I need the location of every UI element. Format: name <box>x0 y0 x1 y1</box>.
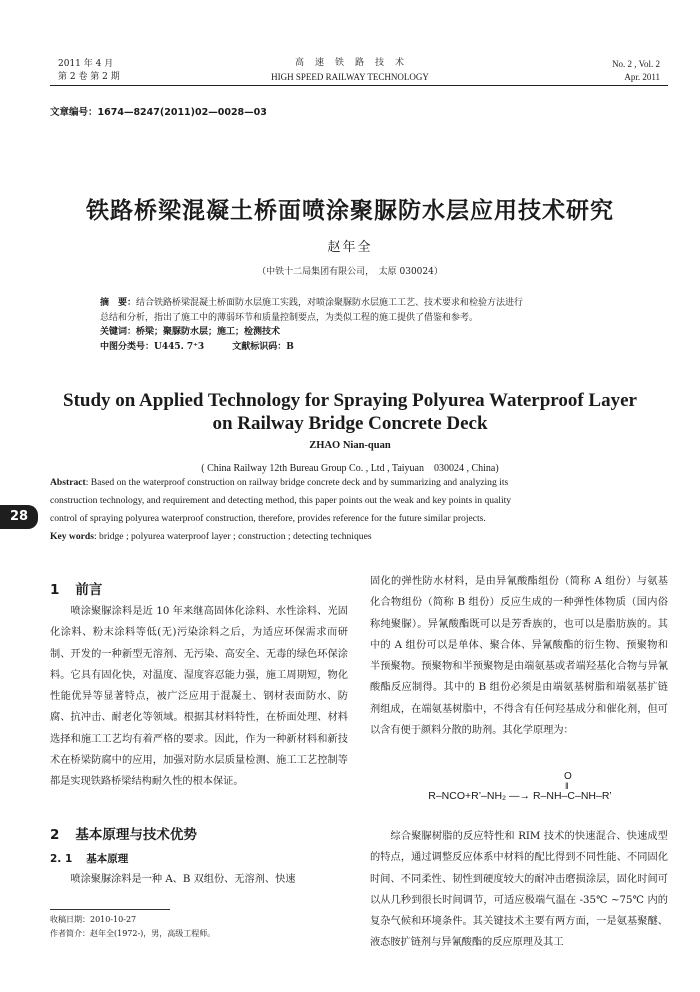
chinese-abstract <box>100 296 620 354</box>
header-journal-en: HIGH SPEED RAILWAY TECHNOLOGY <box>271 72 429 82</box>
section-1-body <box>50 601 348 793</box>
chemical-formula: R–NCO+R’–NH₂ —→ R–NH–C–NH–R’ <box>428 790 612 802</box>
chinese-abstract-line-1: 结合铁路桥梁混凝土桥面防水层施工实践，对喷涂聚脲防水层施工工艺、技术要求和检验方法进行 <box>136 298 524 308</box>
chinese-abstract-line-2: 总结和分析，指出了施工中的薄弱环节和质量控制要点，为类似工程的施工提供了借鉴和参考。 <box>100 312 479 323</box>
right-paragraph-2: 综合聚脲树脂的反应特性和 RIM 技术的快速混合、快速成型的特点，通过调整反应体系中材料的配比得到不同性能、不同固化时间、不同柔性、韧性到硬度较大的耐冲击磨损涂层，固化时间可以从几秒到很长时间调节，可适应极端气温在 -35℃ ~75℃ 内的复杂气候和环境条件。其关键技术主要有两方面，一是氨基聚醚、液态胺扩链剂与异氰酸酯的反应原理及其工 <box>370 831 668 949</box>
chinese-keywords: 关键词：桥梁；聚脲防水层；施工；检测技术 <box>100 327 281 337</box>
header-number: No. 2 , Vol. 2 <box>612 59 660 69</box>
page-number-tab: 28 <box>0 505 38 529</box>
chinese-affiliation: （中铁十二局集团有限公司， 太原 030024） <box>257 267 443 277</box>
section-1-heading <box>50 578 102 598</box>
formula-double-bond: ‖ <box>565 781 569 791</box>
chinese-author: 赵年全 <box>327 240 373 255</box>
section-2-1-body <box>50 869 348 890</box>
footnote-rule <box>50 909 170 910</box>
section-2-number: 2 <box>50 827 60 843</box>
english-abstract-line-1: : Based on the waterproof construction on railway bridge concrete deck and by summarizing and analyzing its <box>85 477 509 488</box>
formula-carbonyl-oxygen: O <box>564 771 572 782</box>
english-abstract-line-3: control of spraying polyurea waterproof construction, therefore, provides reference for the future similar projects. <box>50 513 486 524</box>
section-2-1-paragraph: 喷涂聚脲涂料是一种 A、B 双组份、无溶剂、快速 <box>70 874 296 885</box>
document-code: 文献标识码：B <box>232 341 294 352</box>
header-journal-cn: 高 速 铁 路 技 术 <box>294 58 405 68</box>
article-number: 文章编号：1674—8247(2011)02—0028—03 <box>50 107 267 118</box>
chinese-title: 铁路桥梁混凝土桥面喷涂聚脲防水层应用技术研究 <box>86 198 614 224</box>
header-volume: 第 2 卷 第 2 期 <box>58 72 120 82</box>
right-paragraph-1: 固化的弹性防水材料，是由异氰酸酯组份（简称 A 组份）与氨基化合物组份（简称 B 组份）反应生成的一种弹性体物质（国内俗称纯聚脲）。异氰酸酯既可以是芳香族的，也可以是脂肪族的。其中的 A 组份可以是单体、聚合体、异氰酸酯的衍生物、预聚物和半预聚物。预聚物和半预聚物是由端氨基或者端羟基化合物与异氰酸酯反应制得。其中的 B 组份必须是由端氨基树脂和端氨基扩链剂组成，在端氨基树脂中，不得含有任何羟基成分和催化剂，但可以含有便于颜料分散的助剂。其化学原理为： <box>370 576 668 737</box>
header-rule <box>50 85 668 86</box>
section-1-paragraph: 喷涂聚脲涂料是近 10 年来继高固体化涂料、水性涂料、光固化涂料、粉末涂料等低(无)污染涂料之后，为适应环保需求而研制、开发的一种新型无溶剂、无污染、高安全、无毒的绿色环保涂料。它具有固化快，对温度、湿度容忍能力强，施工周期短，物化性能优异等显著特点，被广泛应用于混凝土、钢材表面防水、防腐、抗冲击、耐老化等领域。根据其材料特性，在桥面处理、材料选择和施工工艺均有着严格的要求。因此，作为一种新材料和新技术在桥梁防腐中的应用，加强对防水层质量检测、施工工艺控制等都是实现铁路桥梁结构耐久性的根本保证。 <box>50 606 348 788</box>
chinese-classification: 中图分类号：U445. 7⁺3 <box>100 341 205 352</box>
english-keywords-label: Key words <box>50 531 94 542</box>
right-column-body-1 <box>370 571 668 741</box>
english-keywords: : bridge ; polyurea waterproof layer ; construction ; detecting techniques <box>93 531 372 542</box>
english-abstract-label: Abstract <box>50 477 86 488</box>
section-2-1-heading <box>50 851 128 866</box>
section-1-number: 1 <box>50 582 60 598</box>
english-title-line-1: Study on Applied Technology for Spraying Polyurea Waterproof Layer <box>63 390 637 411</box>
footnote-received-date: 收稿日期：2010-10-27 <box>50 915 137 924</box>
english-author: ZHAO Nian-quan <box>309 440 391 451</box>
section-2-1-number: 2. 1 <box>50 853 73 865</box>
english-abstract-line-2: construction technology, and requirement and detecting method, this paper points out the weak and key points in quality <box>50 495 512 506</box>
english-abstract <box>50 474 670 546</box>
right-column-body-2 <box>370 826 668 954</box>
chinese-abstract-label: 摘 要： <box>100 298 137 308</box>
english-affiliation: ( China Railway 12th Bureau Group Co. , Ltd , Taiyuan 030024 , China) <box>201 463 499 474</box>
section-2-1-title: 基本原理 <box>86 853 129 865</box>
header-issue-date: Apr. 2011 <box>624 72 660 82</box>
section-1-title: 前言 <box>75 582 103 598</box>
section-2-heading <box>50 823 197 843</box>
english-title-line-2: on Railway Bridge Concrete Deck <box>212 413 488 434</box>
section-2-title: 基本原理与技术优势 <box>75 827 197 843</box>
header-date: 2011 年 4 月 <box>58 59 114 69</box>
footnote-author-bio: 作者简介：赵年全(1972-)，男，高级工程师。 <box>50 929 216 938</box>
